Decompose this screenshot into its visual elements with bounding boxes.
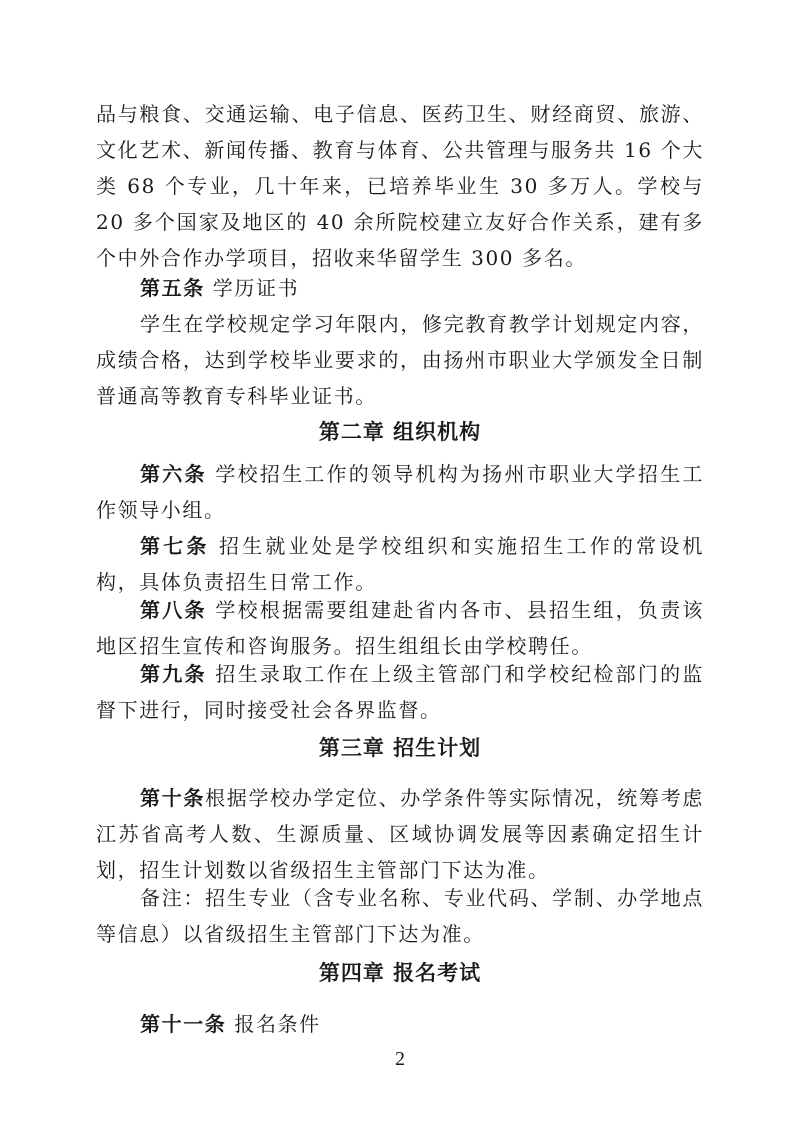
- article-5-heading: [96, 270, 704, 306]
- article-9-label: 第九条: [140, 662, 207, 686]
- intro-paragraph: 品与粮食、交通运输、电子信息、医药卫生、财经商贸、旅游、文化艺术、新闻传播、教育与体育、公共管理与服务共 16 个大类 68 个专业，几十年来，已培养毕业生 30 多万人。学校与 20 多个国家及地区的 40 余所院校建立友好合作关系，建有多个中外合作办学项目，招收来华留学生 300 多名。: [96, 102, 704, 270]
- article-5-title: 学历证书: [212, 276, 300, 300]
- article-7-body: 招生就业处是学校组织和实施招生工作的常设机构，具体负责招生日常工作。: [96, 534, 704, 594]
- article-9: [96, 656, 704, 728]
- article-8: [96, 592, 704, 664]
- article-10-body: 根据学校办学定位、办学条件等实际情况，统筹考虑江苏省高考人数、生源质量、区域协调发展等因素确定招生计划，招生计划数以省级招生主管部门下达为准。: [96, 786, 704, 882]
- chapter-3-heading: 第三章 招生计划: [318, 736, 482, 760]
- article-11-title: 报名条件: [234, 1012, 321, 1036]
- remark-note: 备注：招生专业（含专业名称、专业代码、学制、办学地点等信息）以省级招生主管部门下达为准。: [96, 886, 704, 946]
- article-6: [96, 456, 704, 528]
- chapter-4-heading: 第四章 报名考试: [318, 961, 482, 985]
- article-6-body: 学校招生工作的领导机构为扬州市职业大学招生工作领导小组。: [96, 462, 704, 522]
- article-5-body: 学生在学校规定学习年限内，修完教育教学计划规定内容，成绩合格，达到学校毕业要求的，由扬州市职业大学颁发全日制普通高等教育专科毕业证书。: [96, 312, 704, 408]
- article-11-label: 第十一条: [140, 1012, 227, 1036]
- article-7-label: 第七条: [140, 534, 210, 558]
- article-11-heading: [96, 1006, 704, 1042]
- article-8-body: 学校根据需要组建赴省内各市、县招生组，负责该地区招生宣传和咨询服务。招生组组长由学校聘任。: [96, 598, 704, 658]
- article-9-body: 招生录取工作在上级主管部门和学校纪检部门的监督下进行，同时接受社会各界监督。: [96, 662, 704, 722]
- article-10: [96, 780, 704, 888]
- page-number: 2: [395, 1048, 405, 1070]
- article-10-label: 第十条: [140, 786, 206, 810]
- article-5-label: 第五条: [140, 276, 205, 300]
- article-7: [96, 528, 704, 600]
- article-6-label: 第六条: [140, 462, 207, 486]
- article-8-label: 第八条: [140, 598, 207, 622]
- chapter-2-heading: 第二章 组织机构: [318, 420, 482, 444]
